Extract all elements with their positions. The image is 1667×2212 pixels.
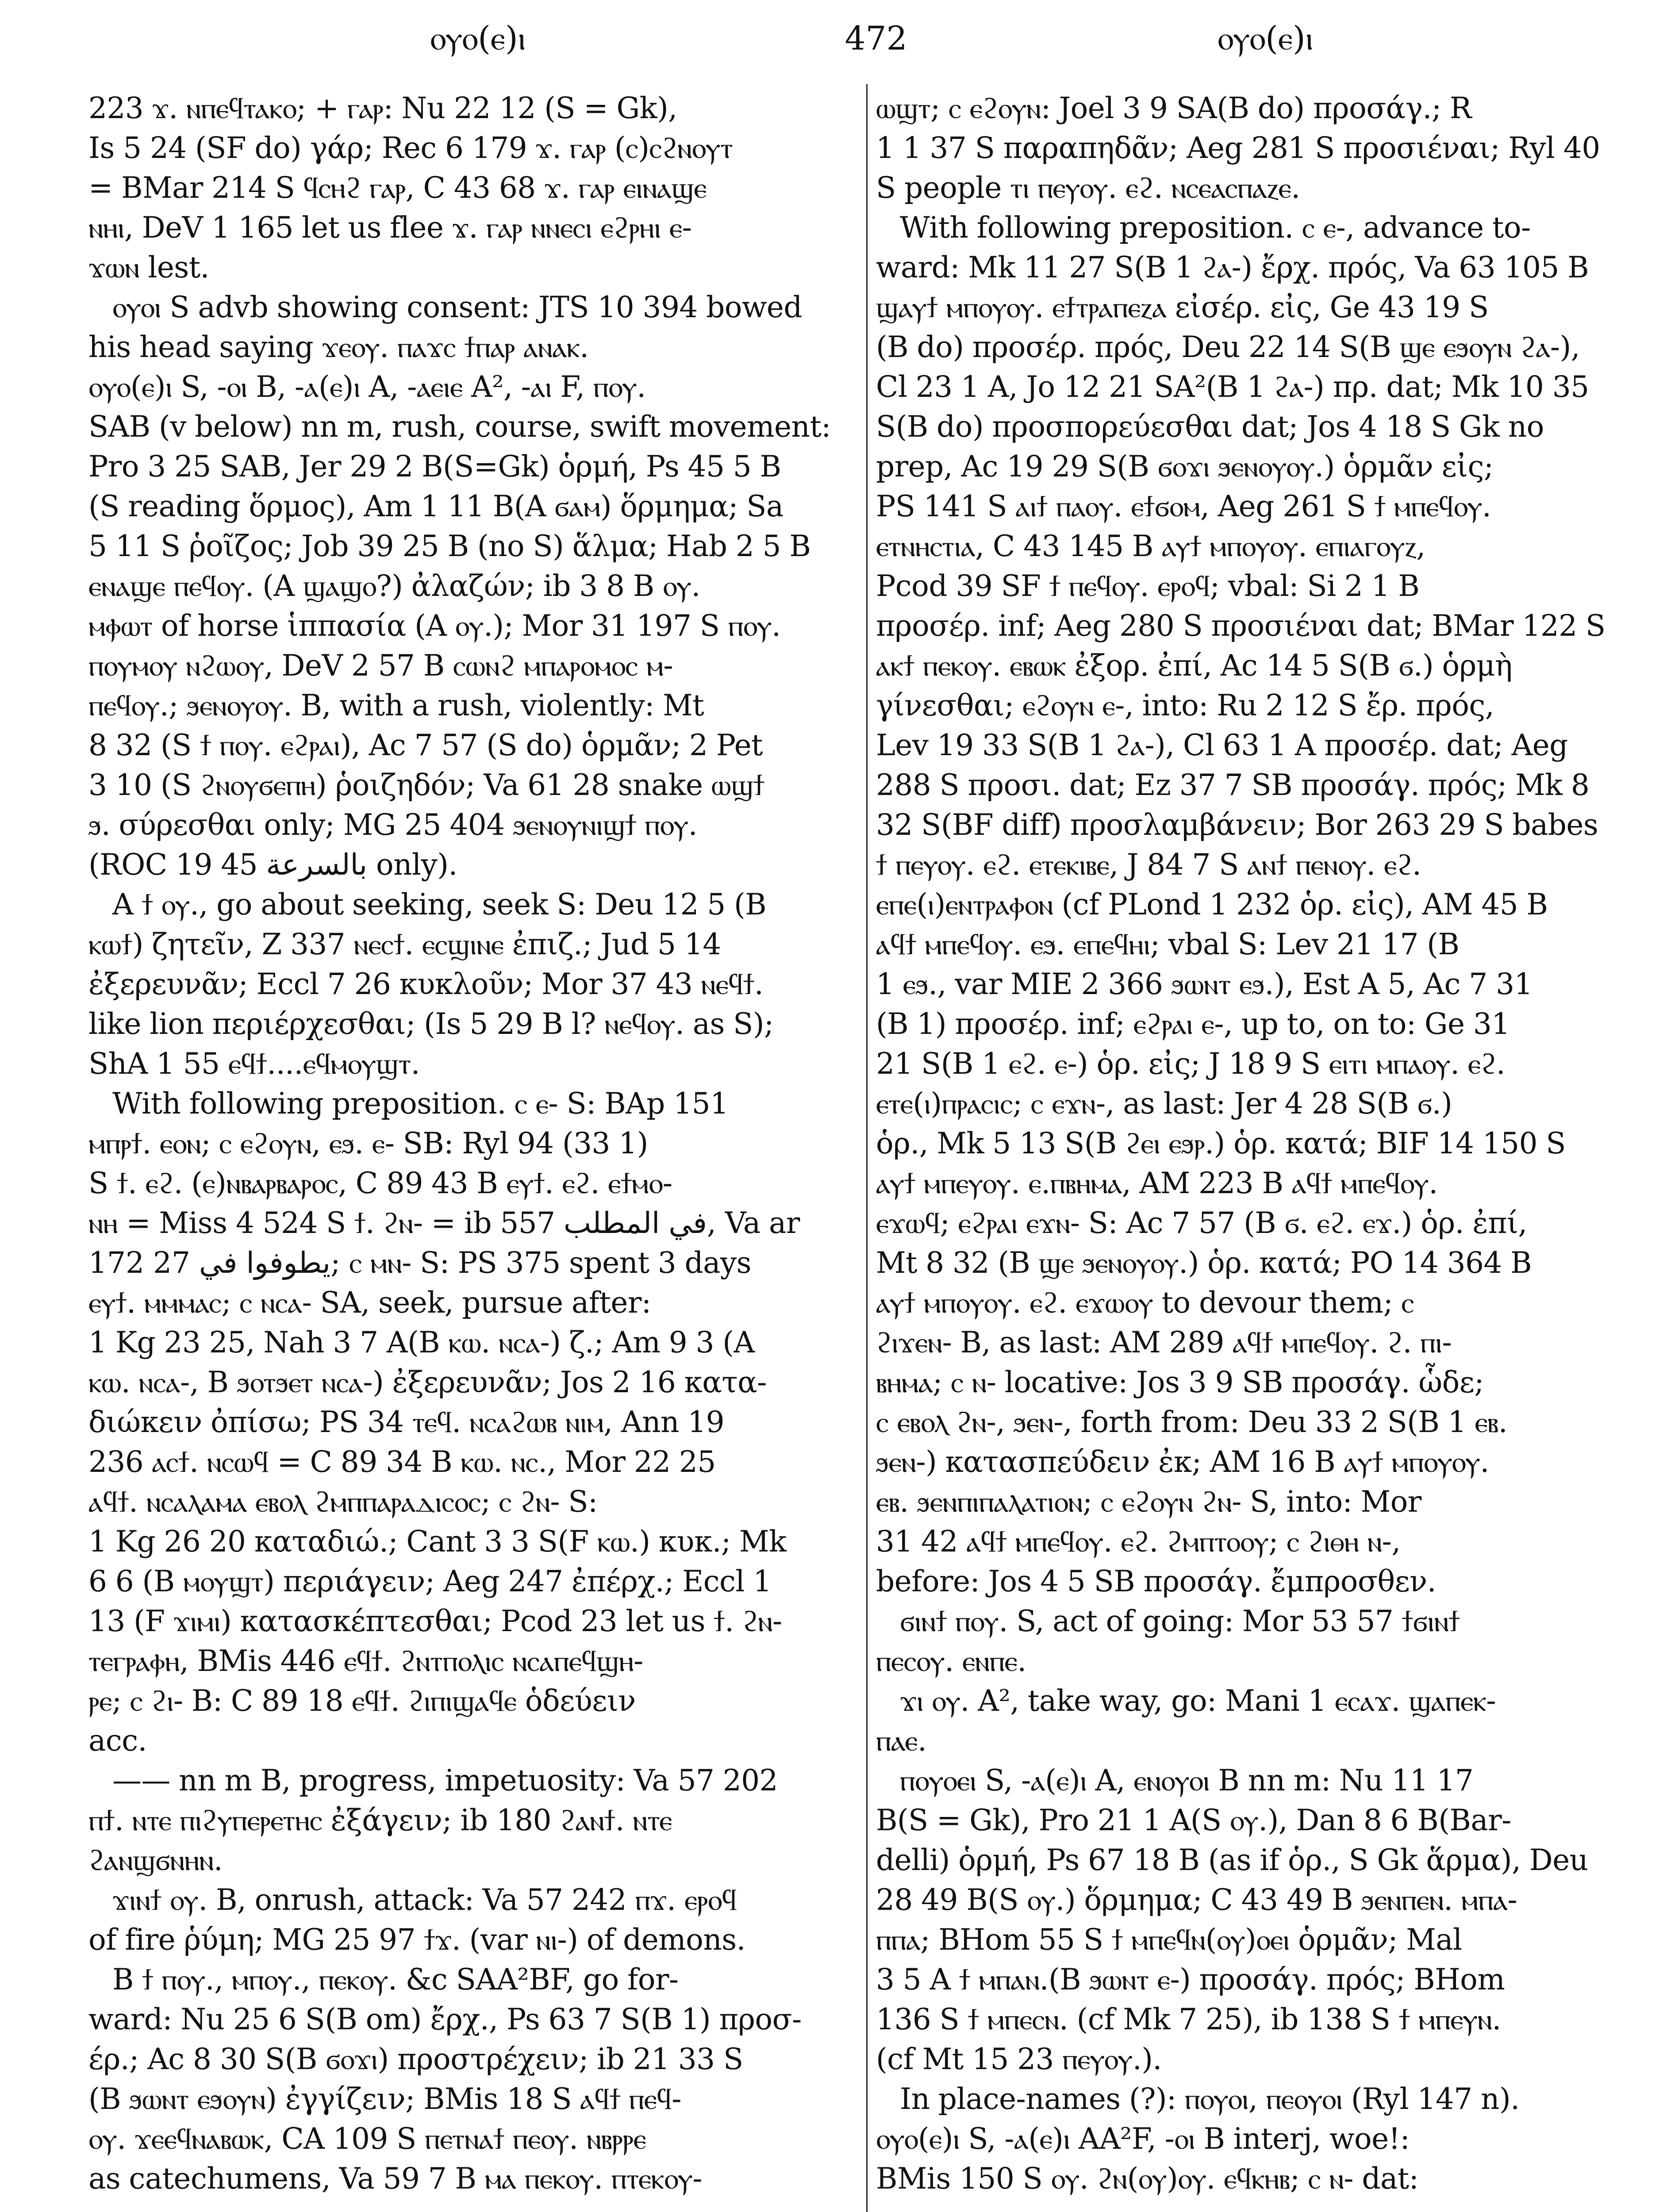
text-line: ⲉⲩϯ. ⲙⲙⲙⲁⲥ; ⲥ ⲛⲥⲁ- SA, seek, pursue after:	[88, 1286, 651, 1320]
text-line: προσέρ. inf; Aeg 280 S προσιέναι dat; BMar 122 S	[876, 609, 1606, 643]
text-line: διώκειν ὀπίσω; PS 34 ⲧⲉϥ. ⲛⲥⲁϩⲱⲃ ⲛⲓⲙ, Ann 19	[88, 1405, 725, 1439]
text-line: (ROC 19 45 ﺑﺎﻟﺴﺮﻋﺔ only).	[88, 848, 457, 882]
text-line: ϣⲁⲩϯ ⲙⲡⲟⲩⲟⲩ. ⲉϯⲧⲣⲁⲡⲉⲍⲁ εἰσέρ. εἰς, Ge 43 19 S	[876, 290, 1489, 324]
text-line: 8 32 (S ϯ ⲡⲟⲩ. ⲉϩⲣⲁⲓ), Ac 7 57 (S do) ὁρμᾶν; 2 Pet	[88, 728, 763, 762]
text-line: ⲁⲩϯ ⲙⲡⲉⲩⲟⲩ. ⲉ.ⲡⲃⲏⲙⲁ, AM 223 B ⲁϥϯ ⲙⲡⲉϥⲟⲩ.	[876, 1166, 1438, 1200]
text-line: B(S = Gk), Pro 21 1 A(S ⲟⲩ.), Dan 8 6 B(Bar-	[876, 1803, 1511, 1837]
text-line: ⲁⲩϯ ⲙⲡⲟⲩⲟⲩ. ⲉϩ. ⲉϫⲱⲟⲩ to devour them; ⲥ	[876, 1286, 1414, 1320]
running-head-right: ⲟⲩⲟ(ⲉ)ⲓ	[1217, 19, 1314, 58]
text-line: 31 42 ⲁϥϯ ⲙⲡⲉϥⲟⲩ. ⲉϩ. ϩⲙⲡⲧⲟⲟⲩ; ⲥ ϩⲓⲑⲏ ⲛ-,	[876, 1525, 1401, 1559]
text-line: B ϯ ⲡⲟⲩ., ⲙⲡⲟⲩ., ⲡⲉⲕⲟⲩ. &c SAA²BF, go for-	[112, 1962, 679, 1997]
text-line: ⲛⲏ = Miss 4 524 S ϯ. ϩⲛ- = ib 557 ﻓﻲ ﺍﻟﻤﻄﻠﺐ, Va ar	[88, 1206, 800, 1240]
page-header	[80, 19, 1667, 90]
text-line: 136 S ϯ ⲙⲡⲉⲥⲛ. (cf Mk 7 25), ib 138 S ϯ ⲙⲡⲉⲩⲛ.	[876, 2002, 1501, 2036]
text-line: 1 ⲉϧ., var MIE 2 366 ϧⲱⲛⲧ ⲉϧ.), Est A 5, Ac 7 31	[876, 967, 1533, 1001]
text-line: ⲡϯ. ⲛⲧⲉ ⲡⲓϩⲩⲡⲉⲣⲉⲧⲏⲥ ἐξάγειν; ib 180 ϩⲁⲛϯ. ⲛⲧⲉ	[88, 1803, 672, 1837]
text-line: ⲧⲉⲅⲣⲁⲫⲏ, BMis 446 ⲉϥϯ. ϩⲛⲧⲡⲟⲗⲓⲥ ⲛⲥⲁⲡⲉϥϣⲏ-	[88, 1644, 643, 1678]
text-line: ⲉⲛⲁϣⲉ ⲡⲉϥⲟⲩ. (A ϣⲁϣⲟ?) ἀλαζών; ib 3 8 B ⲟⲩ.	[88, 569, 700, 603]
text-line: 1 Kg 26 20 καταδιώ.; Cant 3 3 S(F ⲕⲱ.) κυκ.; Mk	[88, 1525, 787, 1559]
text-line: 28 49 B(S ⲟⲩ.) ὅρμημα; C 43 49 B ϧⲉⲛⲡⲉⲛ. ⲙⲡⲁ-	[876, 1883, 1517, 1917]
text-line: (B ϧⲱⲛⲧ ⲉϧⲟⲩⲛ) ἐγγίζειν; BMis 18 S ⲁϥϯ ⲡⲉϥ-	[88, 2082, 681, 2116]
text-line: PS 141 S ⲁⲓϯ ⲡⲁⲟⲩ. ⲉϯϭⲟⲙ, Aeg 261 S ϯ ⲙⲡⲉϥⲟⲩ.	[876, 489, 1491, 523]
text-line: ἐξερευνᾶν; Eccl 7 26 κυκλοῦν; Mor 37 43 ⲛⲉϥϯ.	[88, 967, 764, 1001]
text-line: ⲉⲧⲉ(ⲓ)ⲡⲣⲁⲥⲓⲥ; ⲥ ⲉϫⲛ-, as last: Jer 4 28 S(B ϭ.)	[876, 1087, 1452, 1121]
text-line: ward: Mk 11 27 S(B 1 ϩⲁ-) ἔρχ. πρός, Va 63 105 B	[876, 250, 1589, 284]
text-line: With following preposition. ⲥ ⲉ-, advance to-	[900, 211, 1531, 245]
text-line: his head saying ϫⲉⲟⲩ. ⲡⲁϫⲥ ϯⲡⲁⲣ ⲁⲛⲁⲕ.	[88, 330, 589, 364]
text-line: S(B do) προσπορεύεσθαι dat; Jos 4 18 S Gk no	[876, 410, 1544, 444]
text-line: acc.	[88, 1724, 147, 1758]
text-line: delli) ὁρμή, Ps 67 18 B (as if ὁρ., S Gk ἅρμα), Deu	[876, 1843, 1588, 1877]
text-line: ward: Nu 25 6 S(B om) ἔρχ., Ps 63 7 S(B 1) προσ-	[88, 2002, 802, 2036]
text-line: 1 Kg 23 25, Nah 3 7 A(B ⲕⲱ. ⲛⲥⲁ-) ζ.; Am 9 3 (A	[88, 1325, 755, 1359]
text-line: like lion περιέρχεσθαι; (Is 5 29 B l? ⲛⲉϥⲟⲩ. as S);	[88, 1007, 774, 1041]
text-line: 1 1 37 S παραπηδᾶν; Aeg 281 S προσιέναι; Ryl 40	[876, 131, 1600, 165]
text-line: Pcod 39 SF ϯ ⲡⲉϥⲟⲩ. ⲉⲣⲟϥ; vbal: Si 2 1 B	[876, 569, 1420, 603]
text-line: ⲣⲉ; ⲥ ϩⲓ- B: C 89 18 ⲉϥϯ. ϩⲓⲡⲓϣⲁϥⲉ ὁδεύειν	[88, 1684, 636, 1718]
text-line: (B 1) προσέρ. inf; ⲉϩⲣⲁⲓ ⲉ-, up to, on to: Ge 31	[876, 1007, 1510, 1041]
text-line: = BMar 214 S ϥⲥⲏϩ ⲅⲁⲣ, C 43 68 ϫ. ⲅⲁⲣ ⲉⲓⲛⲁϣⲉ	[88, 171, 707, 205]
text-line: Cl 23 1 A, Jo 12 21 SA²(B 1 ϩⲁ-) πρ. dat; Mk 10 35	[876, 370, 1589, 404]
text-line: ϩⲓϫⲉⲛ- B, as last: AM 289 ⲁϥϯ ⲙⲡⲉϥⲟⲩ. ϩ. ⲡⲓ-	[876, 1325, 1452, 1359]
text-line: as catechumens, Va 59 7 B ⲙⲁ ⲡⲉⲕⲟⲩ. ⲡⲧⲉⲕⲟⲩ-	[88, 2162, 702, 2196]
text-line: ⲥ ⲉⲃⲟⲗ ϩⲛ-, ϧⲉⲛ-, forth from: Deu 33 2 S(B 1 ⲉⲃ.	[876, 1405, 1508, 1439]
text-line: ⲕⲱϯ) ζητεῖν, Z 337 ⲛⲉⲥϯ. ⲉⲥϣⲓⲛⲉ ἐπιζ.; Jud 5 14	[88, 927, 721, 961]
text-line: With following preposition. ⲥ ⲉ- S: BAp 151	[112, 1087, 729, 1121]
text-line: 5 11 S ῥοῖζος; Job 39 25 B (no S) ἅλμα; Hab 2 5 B	[88, 529, 811, 563]
text-line: prep, Ac 19 29 S(B ϭⲟϫⲓ ϧⲉⲛⲟⲩⲟⲩ.) ὁρμᾶν εἰς;	[876, 449, 1494, 484]
text-line: ⲡⲉⲥⲟⲩ. ⲉⲛⲡⲉ.	[876, 1644, 1026, 1678]
text-line: ⲁϥϯ ⲙⲡⲉϥⲟⲩ. ⲉϧ. ⲉⲡⲉϥⲏⲓ; vbal S: Lev 21 17 (B	[876, 927, 1460, 961]
text-line: ⲃⲏⲙⲁ; ⲥ ⲛ- locative: Jos 3 9 SB προσάγ. ὧδε;	[876, 1365, 1484, 1399]
running-head-left: ⲟⲩⲟ(ⲉ)ⲓ	[430, 19, 526, 58]
left-column	[88, 88, 920, 2199]
text-line: 6 6 (B ⲙⲟⲩϣⲧ) περιάγειν; Aeg 247 ἐπέρχ.; Eccl 1	[88, 1564, 772, 1598]
text-line: έρ.; Ac 8 30 S(B ϭⲟϫⲓ) προστρέχειν; ib 21 33 S	[88, 2042, 743, 2076]
text-line: ⲉⲡⲉ(ⲓ)ⲉⲛⲧⲣⲁⲫⲟⲛ (cf PLond 1 232 ὁρ. εἰς), AM 45 B	[876, 887, 1548, 922]
text-line: ShA 1 55 ⲉϥϯ....ⲉϥⲙⲟⲩϣⲧ.	[88, 1047, 420, 1081]
text-line: ⲕⲱ. ⲛⲥⲁ-, B ϧⲟⲧϧⲉⲧ ⲛⲥⲁ-) ἐξερευνᾶν; Jos 2 16 κατα-	[88, 1365, 767, 1399]
text-line: ϫⲓ ⲟⲩ. A², take way, go: Mani 1 ⲉⲥⲁϫ. ϣⲁⲡⲉⲕ-	[900, 1684, 1496, 1718]
text-line: (S reading ὅρμος), Am 1 11 B(A ϭⲁⲙ) ὅρμημα; Sa	[88, 489, 784, 523]
text-line: (cf Mt 15 23 ⲡⲉⲩⲟⲩ.).	[876, 2042, 1162, 2076]
page-number: 472	[845, 19, 907, 58]
text-line: 3 5 A ϯ ⲙⲡⲁⲛ.(B ϧⲱⲛⲧ ⲉ-) προσάγ. πρός; BHom	[876, 1962, 1505, 1997]
text-line: In place-names (?): ⲡⲟⲩⲟⲓ, ⲡⲉⲟⲩⲟⲓ (Ryl 147 n).	[900, 2082, 1520, 2116]
text-line: ⲉϫⲱϥ; ⲉϩⲣⲁⲓ ⲉϫⲛ- S: Ac 7 57 (B ϭ. ⲉϩ. ⲉϫ.) ὁρ. ἐπί,	[876, 1206, 1527, 1240]
text-line: 21 S(B 1 ⲉϩ. ⲉ-) ὁρ. εἰς; J 18 9 S ⲉⲓⲧⲓ ⲙⲡⲁⲟⲩ. ⲉϩ.	[876, 1047, 1506, 1081]
text-line: Pro 3 25 SAB, Jer 29 2 B(S=Gk) ὁρμή, Ps 45 5 B	[88, 449, 781, 484]
text-line: before: Jos 4 5 SB προσάγ. ἔμπροσθεν.	[876, 1564, 1437, 1598]
text-line: of fire ῥύμη; MG 25 97 ϯϫ. (var ⲛⲓ-) of demons.	[88, 1923, 745, 1957]
text-line: ⲡⲡⲁ; BHom 55 S ϯ ⲙⲡⲉϥⲛ(ⲟⲩ)ⲟⲉⲓ ὁρμᾶν; Mal	[876, 1923, 1462, 1957]
text-line: ⲙⲫⲱⲧ of horse ἱππασία (A ⲟⲩ.); Mor 31 197 S ⲡⲟⲩ.	[88, 609, 781, 643]
text-line: S ϯ. ⲉϩ. (ⲉ)ⲛⲃⲁⲣⲃⲁⲣⲟⲥ, C 89 43 B ⲉⲩϯ. ⲉϩ. ⲉϯⲙⲟ-	[88, 1166, 672, 1200]
text-line: Is 5 24 (SF do) γάρ; Rec 6 179 ϫ. ⲅⲁⲣ (ⲥ)ⲥϩⲛⲟⲩⲧ	[88, 131, 733, 165]
right-column	[876, 88, 1667, 2199]
text-line: 223 ϫ. ⲛⲡⲉϥⲧⲁⲕⲟ; + ⲅⲁⲣ: Nu 22 12 (S = Gk),	[88, 91, 677, 125]
text-line: Lev 19 33 S(B 1 ϩⲁ-), Cl 63 1 A προσέρ. dat; Aeg	[876, 728, 1568, 762]
text-line: ϭⲓⲛϯ ⲡⲟⲩ. S, act of going: Mor 53 57 ϯϭⲓⲛϯ	[900, 1604, 1460, 1638]
text-line: ϯ ⲡⲉⲩⲟⲩ. ⲉϩ. ⲉⲧⲉⲕⲓⲃⲉ, J 84 7 S ⲁⲛϯ ⲡⲉⲛⲟⲩ. ⲉϩ.	[876, 848, 1421, 882]
text-line: 3 10 (S ϩⲛⲟⲩϭⲉⲡⲏ) ῥοιζηδόν; Va 61 28 snake ⲱϣϯ	[88, 768, 764, 802]
text-line: 288 S προσι. dat; Ez 37 7 SB προσάγ. πρός; Mk 8	[876, 768, 1590, 802]
text-line: ϫⲱⲛ lest.	[88, 250, 209, 284]
text-line: ϧⲉⲛ-) κατασπεύδειν ἐκ; AM 16 B ⲁⲩϯ ⲙⲡⲟⲩⲟⲩ.	[876, 1445, 1489, 1479]
text-line: ⲟⲩⲟ(ⲉ)ⲓ S, -ⲟⲓ B, -ⲁ(ⲉ)ⲓ A, -ⲁⲉⲓⲉ A², -ⲁⲓ F, ⲡⲟⲩ.	[88, 370, 646, 404]
text-line: ϧ. σύρεσθαι only; MG 25 404 ϧⲉⲛⲟⲩⲛⲓϣϯ ⲡⲟⲩ.	[88, 808, 697, 842]
text-line: ⲛⲏⲓ, DeV 1 165 let us flee ϫ. ⲅⲁⲣ ⲛⲛⲉⲥⲓ ⲉϩⲣⲏⲓ ⲉ-	[88, 211, 692, 245]
text-line: A ϯ ⲟⲩ., go about seeking, seek S: Deu 12 5 (B	[112, 887, 767, 922]
text-line: ϫⲓⲛϯ ⲟⲩ. B, onrush, attack: Va 57 242 ⲡϫ. ⲉⲣⲟϥ	[112, 1883, 737, 1917]
text-line: ϩⲁⲛϣϭⲛⲏⲛ.	[88, 1843, 223, 1877]
text-line: ⲟⲩⲟ(ⲉ)ⲓ S, -ⲁ(ⲉ)ⲓ AA²F, -ⲟⲓ B interj, woe!:	[876, 2122, 1410, 2156]
text-line: 13 (F ϫⲓⲙⲓ) κατασκέπτεσθαι; Pcod 23 let us ϯ. ϩⲛ-	[88, 1604, 782, 1638]
text-line: —— nn m B, progress, impetuosity: Va 57 202	[112, 1763, 778, 1797]
text-line: 172 27 ﻳﻄﻮﻓﻮﺍ ﻓﻲ; ⲥ ⲙⲛ- S: PS 375 spent 3 days	[88, 1246, 751, 1280]
text-line: 236 ⲁⲥϯ. ⲛⲥⲱϥ = C 89 34 B ⲕⲱ. ⲛⲥ., Mor 22 25	[88, 1445, 716, 1479]
text-line: SAB (v below) nn m, rush, course, swift movement:	[88, 410, 831, 444]
text-line: ⲡⲟⲩⲟⲉⲓ S, -ⲁ(ⲉ)ⲓ A, ⲉⲛⲟⲩⲟⲓ B nn m: Nu 11 17	[900, 1763, 1474, 1797]
text-line: 32 S(BF diff) προσλαμβάνειν; Bor 263 29 S babes	[876, 808, 1598, 842]
text-line: ⲉⲃ. ϧⲉⲛⲡⲓⲡⲁⲗⲁⲧⲓⲟⲛ; ⲥ ⲉϩⲟⲩⲛ ϩⲛ- S, into: Mor	[876, 1485, 1421, 1519]
text-line: ⲁϥϯ. ⲛⲥⲁⲗⲁⲙⲁ ⲉⲃⲟⲗ ϩⲙⲡⲡⲁⲣⲁⲇⲓⲥⲟⲥ; ⲥ ϩⲛ- S:	[88, 1485, 598, 1519]
text-line: Mt 8 32 (B ϣⲉ ϧⲉⲛⲟⲩⲟⲩ.) ὁρ. κατά; PO 14 364 B	[876, 1246, 1532, 1280]
text-line: (B do) προσέρ. πρός, Deu 22 14 S(B ϣⲉ ⲉϧⲟⲩⲛ ϩⲁ-),	[876, 330, 1580, 364]
text-line: γίνεσθαι; ⲉϩⲟⲩⲛ ⲉ-, into: Ru 2 12 S ἔρ. πρός,	[876, 688, 1494, 722]
text-line: S people ⲧⲓ ⲡⲉⲩⲟⲩ. ⲉϩ. ⲛⲥⲉⲁⲥⲡⲁⲍⲉ.	[876, 171, 1300, 205]
text-line: ⲱϣⲧ; ⲥ ⲉϩⲟⲩⲛ: Joel 3 9 SA(B do) προσάγ.; R	[876, 91, 1471, 125]
text-line: ⲡⲟⲩⲙⲟⲩ ⲛϩⲱⲟⲩ, DeV 2 57 B ⲥⲱⲛϩ ⲙⲡⲁⲣⲟⲙⲟⲥ ⲙ-	[88, 649, 673, 683]
text-line: ⲟⲩⲟⲓ S advb showing consent: JTS 10 394 bowed	[112, 290, 802, 324]
text-line: ⲡⲁⲉ.	[876, 1724, 927, 1758]
text-line: ⲟⲩ. ϫⲉⲉϥⲛⲁⲃⲱⲕ, CA 109 S ⲡⲉⲧⲛⲁϯ ⲡⲉⲟⲩ. ⲛⲃⲣⲣⲉ	[88, 2122, 646, 2156]
text-line: ⲁⲕϯ ⲡⲉⲕⲟⲩ. ⲉⲃⲱⲕ ἐξορ. ἐπί, Ac 14 5 S(B ϭ.) ὁρμὴ	[876, 649, 1513, 683]
text-line: ⲡⲉϥⲟⲩ.; ϧⲉⲛⲟⲩⲟⲩ. B, with a rush, violently: Mt	[88, 688, 704, 722]
text-line: ὁρ., Mk 5 13 S(B ϩⲉⲓ ⲉϧⲣ.) ὁρ. κατά; BIF 14 150 S	[876, 1126, 1566, 1160]
text-line: BMis 150 S ⲟⲩ. ϩⲛ(ⲟⲩ)ⲟⲩ. ⲉϥⲕⲏⲃ; ⲥ ⲛ- dat:	[876, 2162, 1419, 2196]
text-line: ⲉⲧⲛⲏⲥⲧⲓⲁ, C 43 145 B ⲁⲩϯ ⲙⲡⲟⲩⲟⲩ. ⲉⲡⲓⲁⲅⲟⲩⲍ,	[876, 529, 1425, 563]
text-line: ⲙⲡⲣϯ. ⲉⲟⲛ; ⲥ ⲉϩⲟⲩⲛ, ⲉϧ. ⲉ- SB: Ryl 94 (33 1)	[88, 1126, 648, 1160]
